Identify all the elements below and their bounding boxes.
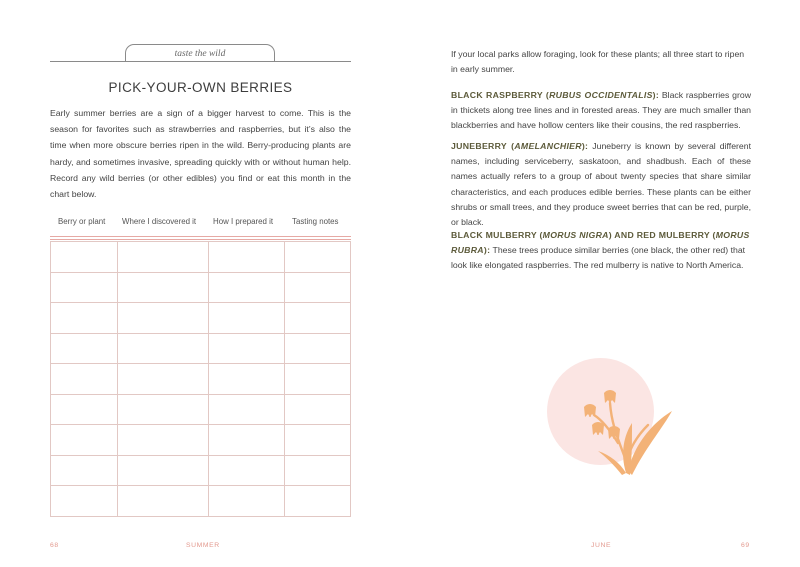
entry-body: Black raspberries grow in thickets along tree lines and in forested areas. They are much smaller than blackberries and have hollow centers like their cousins, the red raspberries. (451, 90, 751, 131)
entry-body: Juneberry is known by several different names, including serviceberry, saskatoon, and shadbush. Each of these names actually refers to a group of about twenty species that share similar characteristics, and each produces edible berries. These plants can be either shrubs or small trees, and they produce sweet berries that can be red, purple, or black. (451, 141, 751, 228)
row-divider (51, 394, 350, 395)
entry-black-raspberry (451, 88, 751, 134)
column-header: Where I discovered it (122, 217, 197, 226)
entry-heading: JUNEBERRY (AMELANCHIER): (451, 141, 589, 151)
page-number: 68 (50, 542, 59, 549)
section-tab: taste the wild (125, 44, 275, 62)
column-header: Tasting notes (292, 217, 339, 226)
row-divider (51, 424, 350, 425)
right-page (400, 0, 800, 567)
column-divider (208, 242, 209, 516)
page-number: 69 (741, 542, 750, 549)
column-header: Berry or plant (58, 217, 106, 226)
row-divider (51, 333, 350, 334)
column-header: How I prepared it (213, 217, 274, 226)
berry-log-chart (50, 241, 351, 517)
row-divider (51, 272, 350, 273)
chart-header-row (50, 217, 351, 233)
entry-mulberry (451, 228, 751, 274)
intro-paragraph: Early summer berries are a sign of a bigger harvest to come. This is the season for favorites such as strawberries and raspberries, but it’s also the time when more obscure berries ripen in the wild. Berry-producing plants are hardy, and sometimes invasive, spreading quickly with or without human help. Record any wild berries (or other edibles) you find or eat this month in the chart below. (50, 108, 351, 200)
lily-of-the-valley-sprig-icon (570, 385, 680, 480)
row-divider (51, 485, 350, 486)
column-divider (117, 242, 118, 516)
row-divider (51, 363, 350, 364)
running-footer: JUNE (591, 542, 612, 549)
row-divider (51, 302, 350, 303)
entry-heading: BLACK MULBERRY (MORUS NIGRA) AND RED MULBERRY (MORUS RUBRA): (451, 230, 750, 256)
entry-body: These trees produce similar berries (one black, the other red) that look like elongated raspberries. The red mulberry is native to North America. (451, 245, 746, 271)
section-rule (50, 61, 351, 62)
header-rule (50, 236, 351, 237)
page-title: PICK-YOUR-OWN BERRIES (108, 80, 293, 95)
header-rule (50, 239, 351, 240)
entry-juneberry (451, 139, 751, 230)
column-divider (284, 242, 285, 516)
entry-heading: BLACK RASPBERRY (RUBUS OCCIDENTALIS): (451, 90, 660, 100)
row-divider (51, 455, 350, 456)
running-footer: SUMMER (186, 542, 220, 549)
right-intro: If your local parks allow foraging, look for these plants; all three start to ripen in early summer. (451, 49, 745, 75)
